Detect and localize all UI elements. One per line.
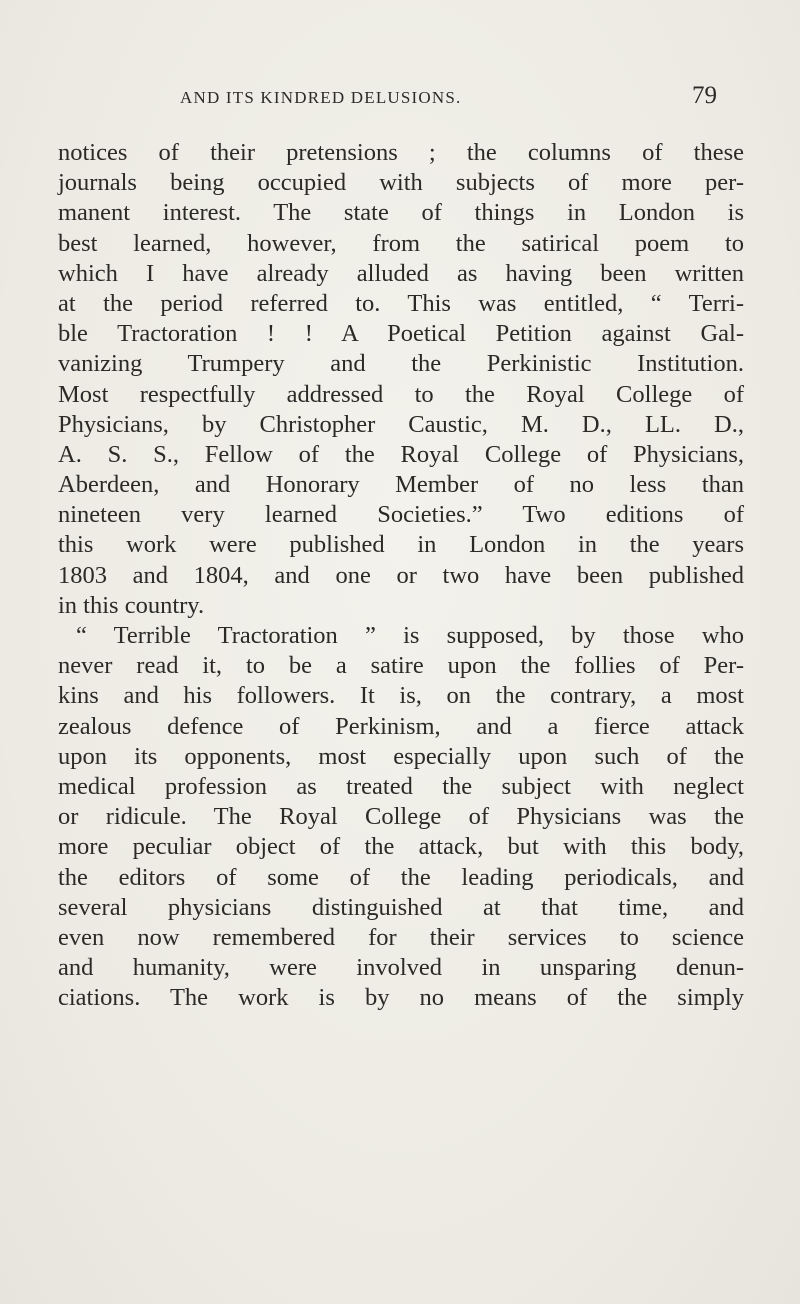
text-line: vanizing Trumpery and the Perkinistic Institution. [58, 350, 744, 378]
text-line: the editors of some of the leading periodicals, and [58, 863, 744, 891]
text-line: notices of their pretensions ; the columns of these [58, 139, 744, 166]
text-line: which I have already alluded as having been written [58, 259, 744, 287]
text-line: kins and his followers. It is, on the contrary, a most [58, 682, 744, 710]
text-line: or ridicule. The Royal College of Physicians was the [58, 803, 744, 831]
text-line: upon its opponents, most especially upon such of the [58, 742, 744, 770]
running-head [0, 82, 800, 112]
text-line: Physicians, by Christopher Caustic, M. D., LL. D., [58, 410, 744, 438]
text-line: A. S. S., Fellow of the Royal College of Physicians, [58, 440, 744, 468]
text-line: journals being occupied with subjects of more per- [58, 169, 744, 197]
running-title: AND ITS KINDRED DELUSIONS. [180, 88, 462, 107]
body-text [58, 138, 744, 1013]
text-line: Most respectfully addressed to the Royal College of [58, 380, 744, 408]
text-line: zealous defence of Perkinism, and a fierce attack [58, 712, 744, 740]
text-line: medical profession as treated the subject with neglect [58, 772, 744, 800]
text-line: nineteen very learned Societies.” Two editions of [58, 501, 744, 529]
text-line: Aberdeen, and Honorary Member of no less than [58, 471, 744, 499]
text-line: never read it, to be a satire upon the follies of Per- [58, 652, 744, 680]
text-line: in this country. [58, 591, 205, 619]
text-line: at the period referred to. This was entitled, “ Terri- [58, 289, 744, 317]
text-line: ciations. The work is by no means of the simply [58, 984, 744, 1012]
text-line: and humanity, were involved in unsparing denun- [58, 954, 744, 982]
text-line: “ Terrible Tractoration ” is supposed, by those who [76, 622, 744, 649]
text-line: ble Tractoration ! ! A Poetical Petition against Gal- [58, 320, 744, 348]
text-line: several physicians distinguished at that time, and [58, 893, 744, 921]
page-number: 79 [692, 82, 717, 109]
text-line: this work were published in London in the years [58, 531, 744, 559]
text-line: even now remembered for their services to science [58, 923, 744, 951]
text-line: more peculiar object of the attack, but with this body, [58, 833, 744, 861]
text-line: best learned, however, from the satirical poem to [58, 229, 744, 257]
text-line: manent interest. The state of things in London is [58, 199, 744, 227]
text-line: 1803 and 1804, and one or two have been published [58, 561, 744, 589]
